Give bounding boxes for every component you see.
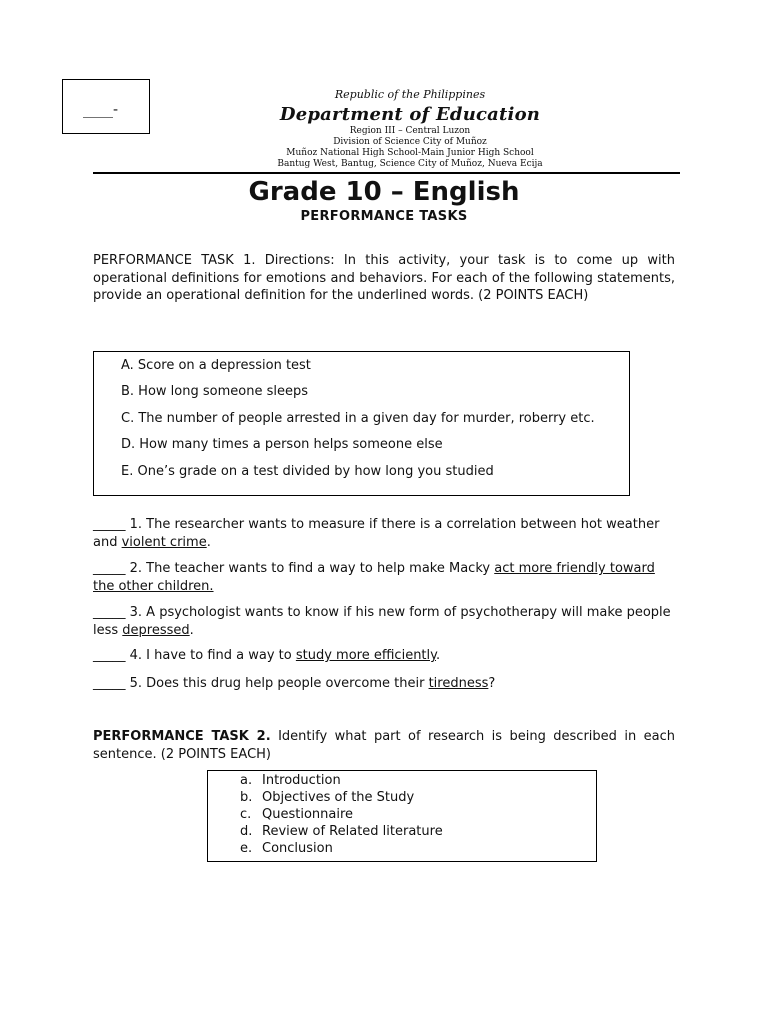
task1-option: A. Score on a depression test [121, 358, 311, 373]
task1-label: PERFORMANCE TASK 1 [93, 253, 252, 268]
question-end: . [189, 622, 194, 638]
task2-directions-text: Identify what part of research is being described in each sentence. (2 POINTS EACH) [93, 729, 675, 762]
task1-option: C. The number of people arrested in a given day for murder, roberry etc. [121, 411, 595, 426]
task1-option: D. How many times a person helps someone else [121, 437, 443, 452]
question-text: _____ 5. Does this drug help people overcome their [93, 676, 429, 691]
task2-option-letter: a. [240, 773, 253, 788]
task2-option-text: Questionnaire [262, 807, 354, 822]
task1-option: E. One’s grade on a test divided by how long you studied [121, 464, 494, 479]
task1-question-3 [93, 604, 675, 639]
question-end: . [435, 648, 441, 663]
task2-option-letter: b. [240, 790, 253, 805]
page-title: Grade 10 – English [248, 177, 520, 207]
question-end: . [206, 534, 211, 550]
task2-option-text: Introduction [262, 773, 341, 788]
task2-label: PERFORMANCE TASK 2. [93, 729, 271, 744]
task1-directions [93, 252, 675, 305]
task2-option-letter: d. [240, 824, 253, 839]
underlined-word: depressed [122, 622, 190, 638]
division-line: Division of Science City of Muñoz [333, 137, 487, 147]
question-text: _____ 3. A psychologist wants to know if his new form of psychotherapy will make people less [93, 605, 671, 638]
question-text: _____ 2. The teacher wants to find a way to help make Macky [93, 561, 495, 576]
underlined-word: study more efficiently [295, 648, 436, 663]
task1-question-5 [93, 675, 675, 693]
underlined-word: act more friendly toward the other children. [93, 561, 655, 594]
page-subtitle: PERFORMANCE TASKS [300, 209, 468, 224]
task1-options-box [93, 351, 630, 496]
underlined-word: tiredness [428, 676, 489, 691]
header-divider [93, 172, 680, 174]
task1-directions-text: . Directions: In this activity, your task is to come up with operational definitions for emotions and behaviors. For each of the following statements, provide an operational definition for the underlined words. (2 POINTS EACH) [93, 253, 675, 303]
underlined-word: violent crime [121, 534, 207, 550]
republic-line: Republic of the Philippines [334, 88, 486, 101]
task1-question-4 [93, 647, 675, 665]
question-end: ? [488, 676, 496, 691]
task2-option-letter: e. [240, 841, 253, 856]
school-line: Muñoz National High School-Main Junior High School [286, 148, 534, 158]
score-box [62, 79, 150, 134]
task2-option-text: Conclusion [262, 841, 333, 856]
address-line: Bantug West, Bantug, Science City of Muñoz, Nueva Ecija [277, 159, 543, 169]
task2-options-box [207, 770, 597, 862]
task2-option-text: Objectives of the Study [262, 790, 415, 805]
task2-option-text: Review of Related literature [262, 824, 443, 839]
task2-directions [93, 728, 675, 763]
task1-question-1 [93, 516, 675, 551]
department-name: Department of Education [279, 104, 541, 125]
task1-option: B. How long someone sleeps [121, 384, 308, 399]
task2-option-letter: c. [240, 807, 252, 822]
region-line: Region III – Central Luzon [349, 126, 471, 136]
task1-question-2 [93, 560, 675, 595]
score-blank: ____- [83, 100, 119, 118]
question-text: _____ 4. I have to find a way to [93, 648, 296, 663]
question-text: _____ 1. The researcher wants to measure if there is a correlation between hot weather and [93, 517, 660, 550]
